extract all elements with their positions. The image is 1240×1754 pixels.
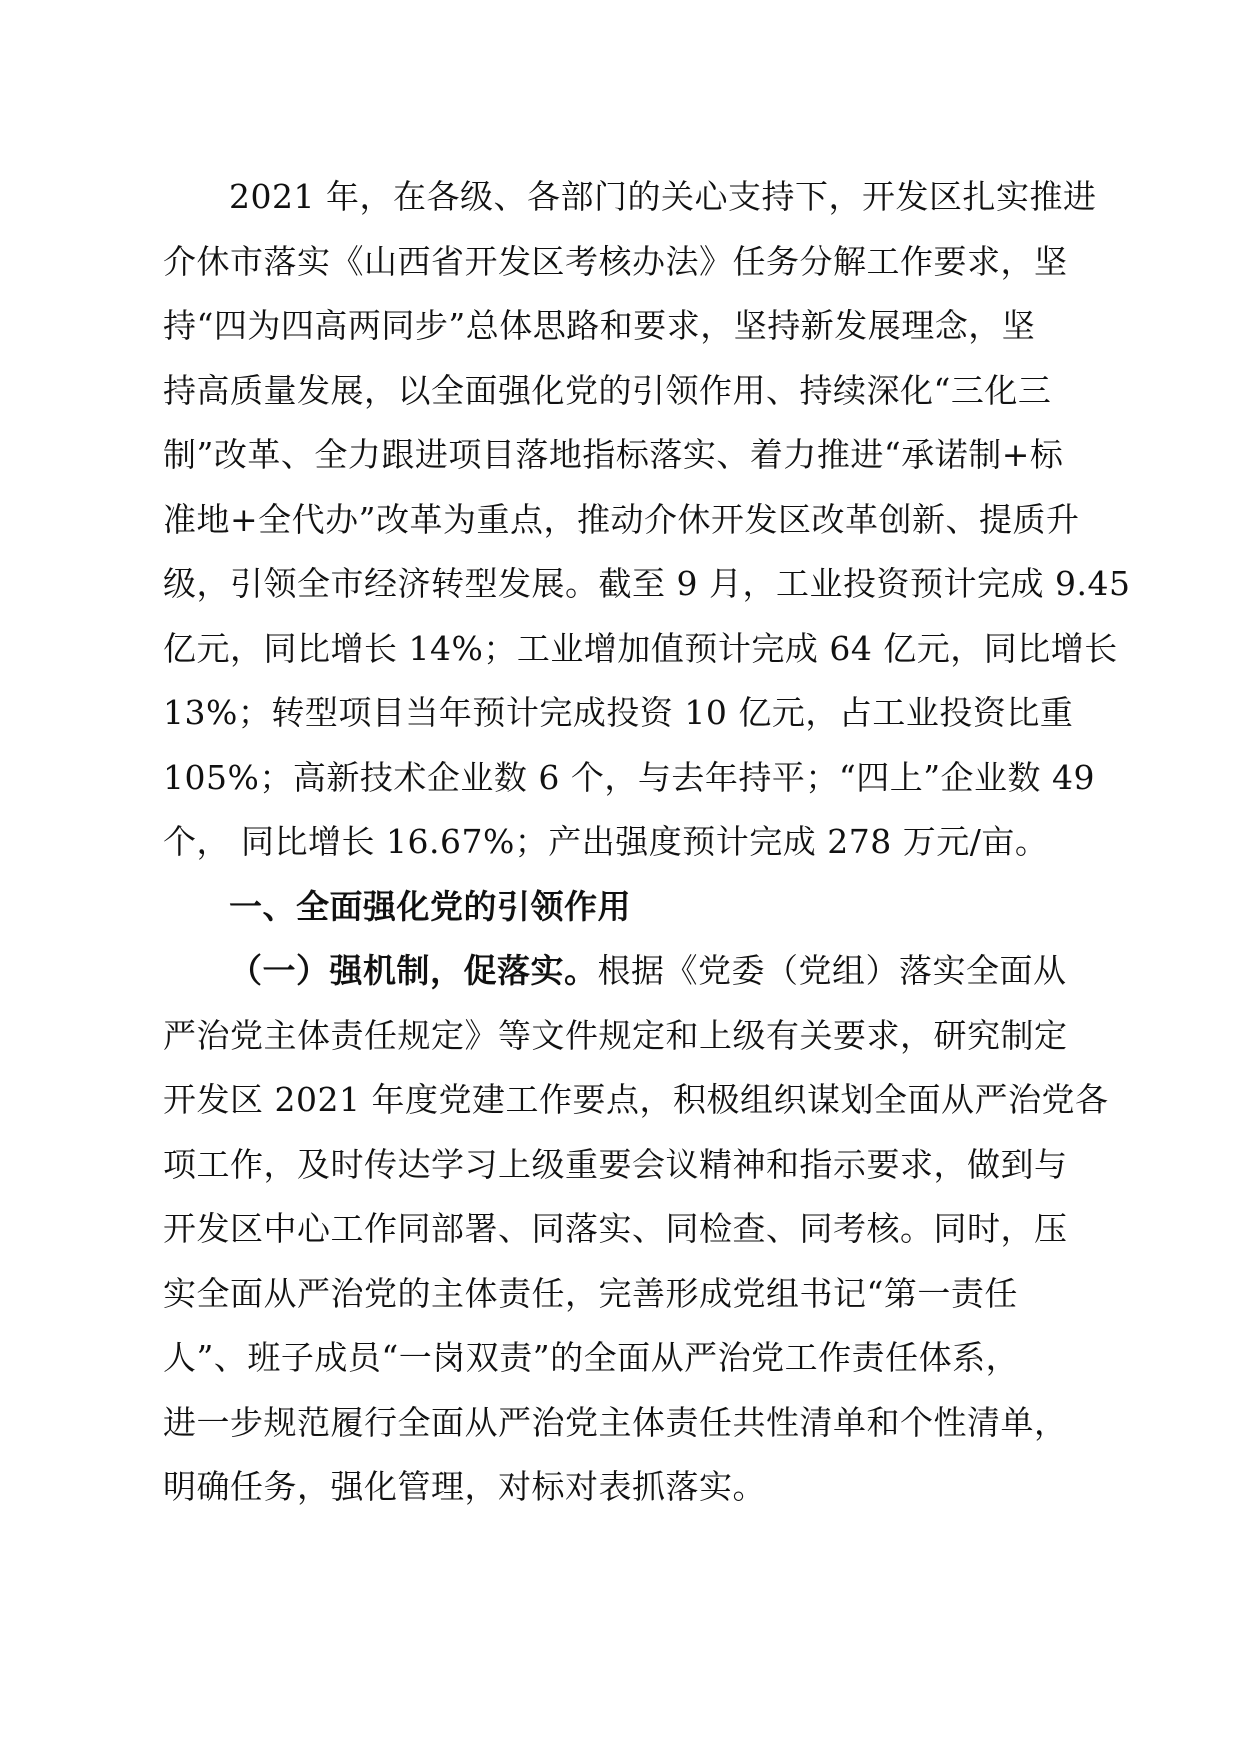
paragraph-line: 亿元，同比增长 14%；工业增加值预计完成 64 亿元，同比增长	[163, 628, 1118, 668]
subsection-first-line	[163, 939, 1093, 1004]
paragraph-line: 制”改革、全力跟进项目落地指标落实、着力推进“承诺制+标	[163, 435, 1064, 474]
paragraph-line: 开发区 2021 年度党建工作要点，积极组织谋划全面从严治党各	[163, 1080, 1109, 1119]
paragraph-line: 13%；转型项目当年预计完成投资 10 亿元，占工业投资比重	[163, 693, 1074, 732]
paragraph-line: 介休市落实《山西省开发区考核办法》任务分解工作要求，坚	[163, 241, 1068, 281]
section-heading: 一、全面强化党的引领作用	[229, 886, 631, 926]
paragraph-line: 2021 年，在各级、各部门的关心支持下，开发区扎实推进	[229, 177, 1097, 216]
paragraph-line: 严治党主体责任规定》等文件规定和上级有关要求，研究制定	[163, 1015, 1068, 1055]
paragraph-line: 开发区中心工作同部署、同落实、同检查、同考核。同时，压	[163, 1209, 1068, 1248]
paragraph-line: 个， 同比增长 16.67%；产出强度预计完成 278 万元/亩。	[163, 822, 1049, 861]
paragraph-line: 105%；高新技术企业数 6 个，与去年持平；“四上”企业数 49	[163, 757, 1096, 797]
paragraph-line: 级，引领全市经济转型发展。截至 9 月，工业投资预计完成 9.45	[163, 564, 1131, 603]
subsection-title: （一）强机制，促落实。	[229, 951, 598, 990]
paragraph-line: 实全面从严治党的主体责任，完善形成党组书记“第一责任	[163, 1273, 1018, 1313]
paragraph-line: 进一步规范履行全面从严治党主体责任共性清单和个性清单，	[163, 1402, 1068, 1442]
paragraph-line: 持“四为四高两同步”总体思路和要求，坚持新发展理念，坚	[163, 306, 1036, 345]
subsection-text: 根据《党委（党组）落实全面从	[597, 951, 1067, 990]
paragraph-line: 项工作，及时传达学习上级重要会议精神和指示要求，做到与	[163, 1144, 1068, 1184]
paragraph-line: 准地+全代办”改革为重点，推动介休开发区改革创新、提质升	[163, 499, 1080, 539]
paragraph-line: 明确任务，强化管理，对标对表抓落实。	[163, 1467, 766, 1506]
paragraph-line: 人”、班子成员“一岗双责”的全面从严治党工作责任体系，	[163, 1338, 1020, 1377]
paragraph-line: 持高质量发展，以全面强化党的引领作用、持续深化“三化三	[163, 370, 1052, 410]
document-body	[163, 165, 1131, 1520]
